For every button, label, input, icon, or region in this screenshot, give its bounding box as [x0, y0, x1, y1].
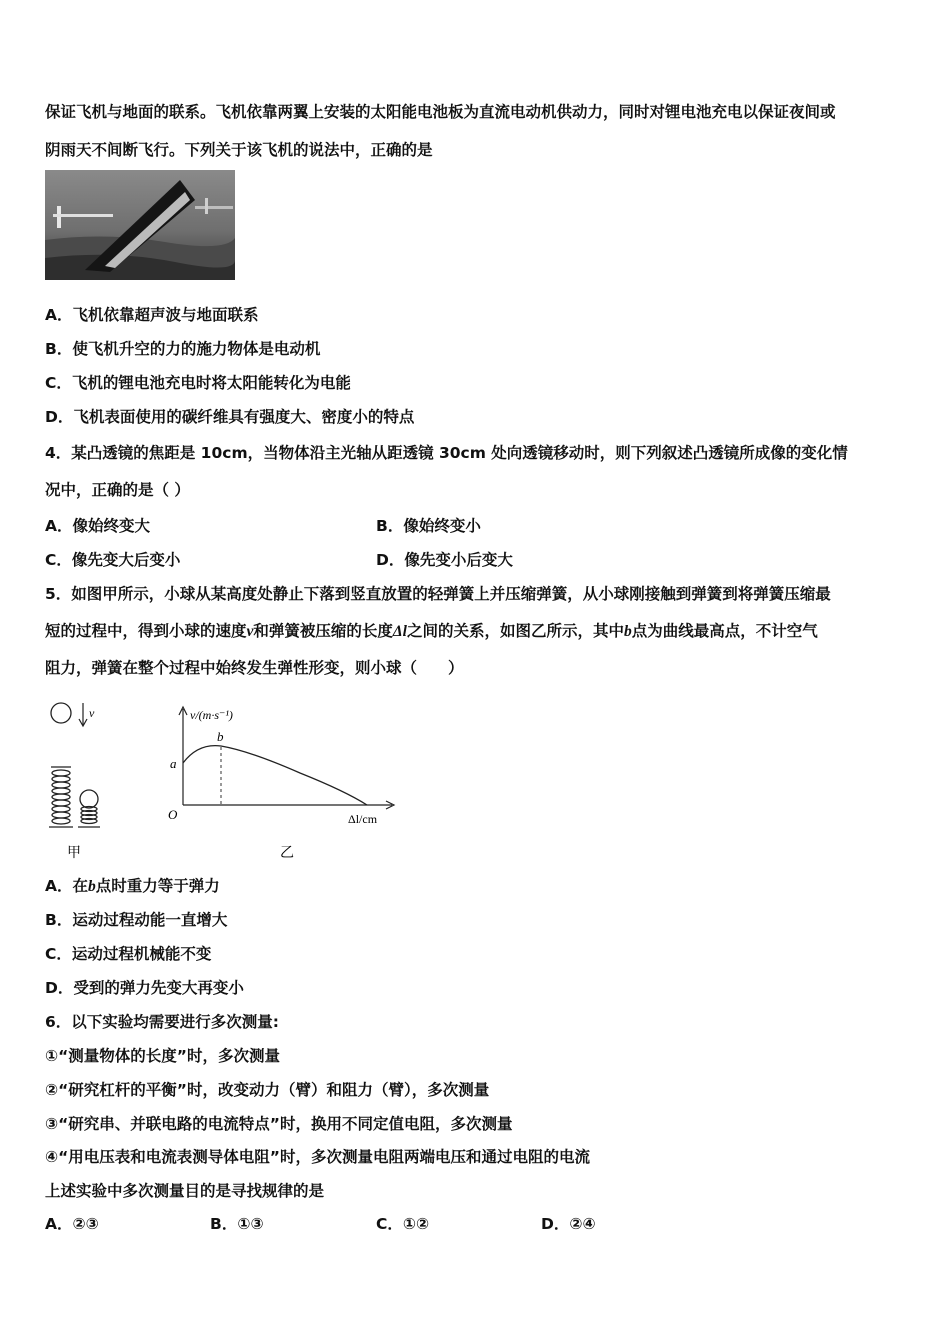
q4-option-c: C．像先变大后变小	[45, 551, 181, 569]
q6-option-c: C．①②	[376, 1215, 430, 1233]
q6-item-4: ④“用电压表和电流表测导体电阻”时，多次测量电阻两端电压和通过电阻的电流	[45, 1148, 591, 1166]
q3-option-c: C．飞机的锂电池充电时将太阳能转化为电能	[45, 374, 351, 392]
caption-jia: 甲	[67, 846, 81, 861]
falling-ball	[51, 703, 71, 723]
q3-option-b: B．使飞机升空的力的施力物体是电动机	[45, 340, 321, 358]
q6-option-b: B．①③	[210, 1215, 264, 1233]
q6-option-a: A．②③	[45, 1215, 99, 1233]
y-axis-label: v/(m·s⁻¹)	[190, 708, 233, 722]
q3-option-a: A．飞机依靠超声波与地面联系	[45, 306, 259, 324]
point-b-label: b	[217, 729, 224, 744]
velocity-label: v	[89, 706, 95, 720]
q6-item-2: ②“研究杠杆的平衡”时，改变动力（臂）和阻力（臂），多次测量	[45, 1081, 490, 1099]
q3-stem-line2: 阴雨天不间断飞行。下列关于该飞机的说法中，正确的是	[45, 141, 433, 159]
spring-uncompressed	[49, 767, 73, 827]
q6-question: 上述实验中多次测量目的是寻找规律的是	[45, 1182, 325, 1200]
figure-yi-graph	[160, 695, 400, 865]
q6-item-3: ③“研究串、并联电路的电流特点”时，换用不同定值电阻，多次测量	[45, 1115, 513, 1133]
q5-option-c: C．运动过程机械能不变	[45, 945, 212, 963]
q6-item-1: ①“测量物体的长度”时，多次测量	[45, 1047, 280, 1065]
q5-option-d: D．受到的弹力先变大再变小	[45, 979, 244, 997]
q5-option-a: A．在b点时重力等于弹力	[45, 877, 220, 895]
figure-jia	[45, 695, 115, 865]
origin-label: O	[168, 807, 178, 822]
q6-stem: 6．以下实验均需要进行多次测量:	[45, 1013, 279, 1031]
q4-stem-line2: 况中，正确的是（ ）	[45, 481, 190, 499]
velocity-curve	[183, 746, 367, 805]
q3-stem-line1: 保证飞机与地面的联系。飞机依靠两翼上安装的太阳能电池板为直流电动机供动力，同时对锂电池充电以保证夜间或	[45, 103, 836, 121]
point-a-label: a	[170, 756, 177, 771]
solar-plane-photo	[45, 170, 235, 280]
q4-stem-line1: 4．某凸透镜的焦距是 10cm，当物体沿主光轴从距透镜 30cm 处向透镜移动时，则下列叙述凸透镜所成像的变化情	[45, 444, 848, 462]
q5-option-b: B．运动过程动能一直增大	[45, 911, 228, 929]
q5-stem-line3: 阻力，弹簧在整个过程中始终发生弹性形变，则小球（ ）	[45, 659, 464, 677]
x-axis-label: Δl/cm	[348, 812, 378, 826]
caption-yi: 乙	[280, 846, 294, 861]
q5-stem-line2: 短的过程中，得到小球的速度v和弹簧被压缩的长度Δl之间的关系，如图乙所示，其中b点为曲线最高点，不计空气	[45, 622, 818, 640]
q5-stem-line1: 5．如图甲所示，小球从某高度处静止下落到竖直放置的轻弹簧上并压缩弹簧，从小球刚接触到弹簧到将弹簧压缩最	[45, 585, 831, 603]
q6-option-d: D．②④	[541, 1215, 596, 1233]
q4-option-d: D．像先变小后变大	[376, 551, 513, 569]
spring-compressed	[78, 790, 100, 827]
q4-option-a: A．像始终变大	[45, 517, 150, 535]
q4-option-b: B．像始终变小	[376, 517, 481, 535]
q3-option-d: D．飞机表面使用的碳纤维具有强度大、密度小的特点	[45, 408, 415, 426]
